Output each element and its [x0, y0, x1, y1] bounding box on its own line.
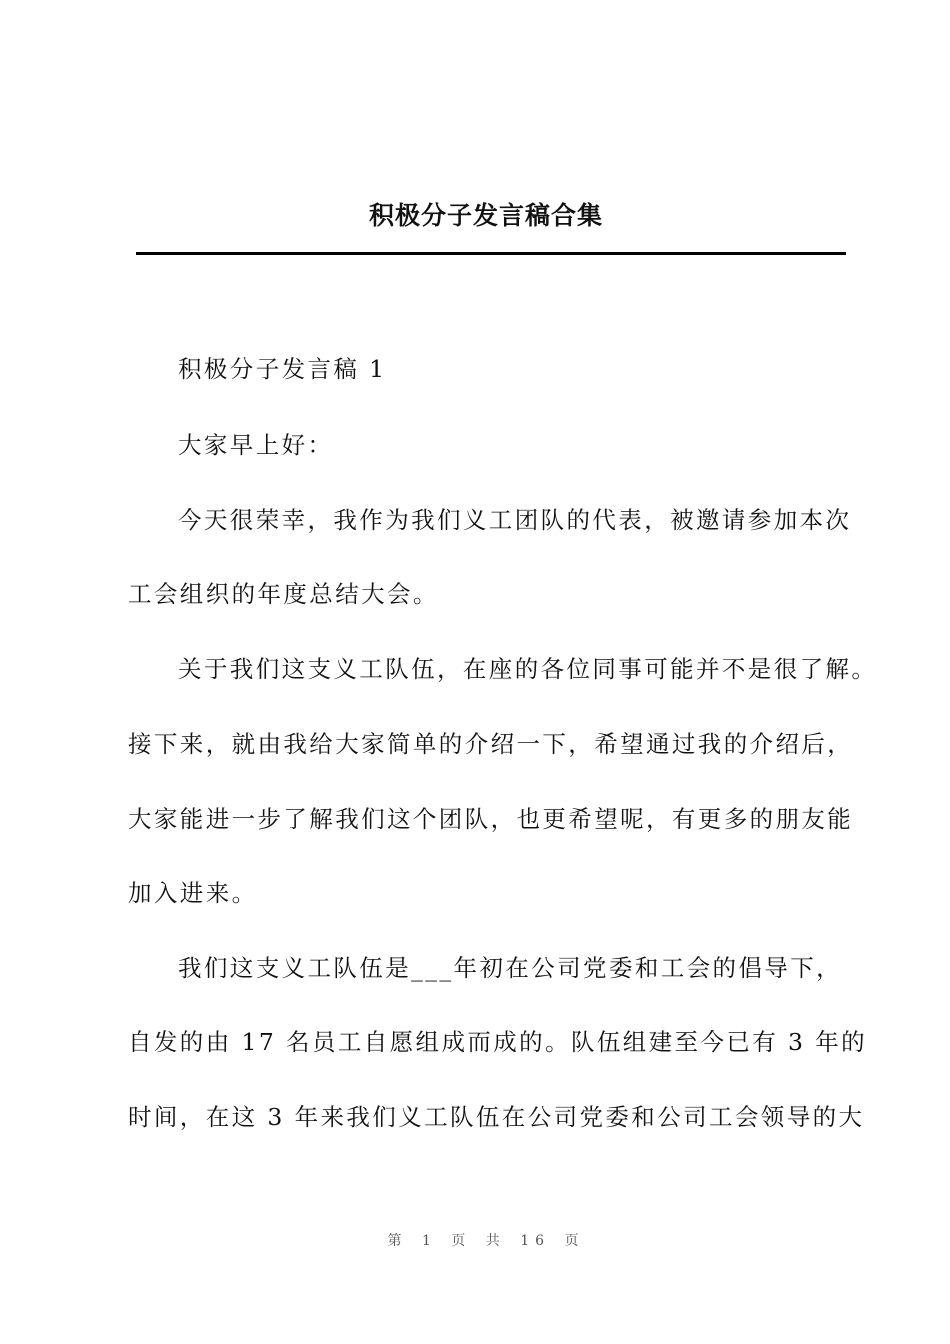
paragraph-line: 自发的由 17 名员工自愿组成而成的。队伍组建至今已有 3 年的	[128, 1028, 868, 1056]
paragraph-line: 我们这支义工队伍是___年初在公司党委和工会的倡导下，	[178, 954, 843, 982]
document-title: 积极分子发言稿合集	[368, 201, 603, 230]
paragraph-line: 工会组织的年度总结大会。	[128, 580, 439, 608]
paragraph-line: 时间，在这 3 年来我们义工队伍在公司党委和公司工会领导的大	[128, 1103, 865, 1131]
paragraph-line: 接下来，就由我给大家简单的介绍一下，希望通过我的介绍后，	[128, 730, 854, 758]
paragraph-line: 关于我们这支义工队伍，在座的各位同事可能并不是很了解。	[178, 655, 878, 683]
section-heading: 积极分子发言稿 1	[178, 355, 387, 383]
paragraph-line: 今天很荣幸，我作为我们义工团队的代表，被邀请参加本次	[178, 506, 852, 534]
paragraph-line: 大家能进一步了解我们这个团队，也更希望呢，有更多的朋友能	[128, 805, 854, 833]
title-underline	[136, 252, 846, 255]
greeting-line: 大家早上好：	[178, 431, 334, 459]
paragraph-line: 加入进来。	[128, 879, 258, 907]
page-number-footer: 第 1 页 共 16 页	[387, 1233, 585, 1249]
